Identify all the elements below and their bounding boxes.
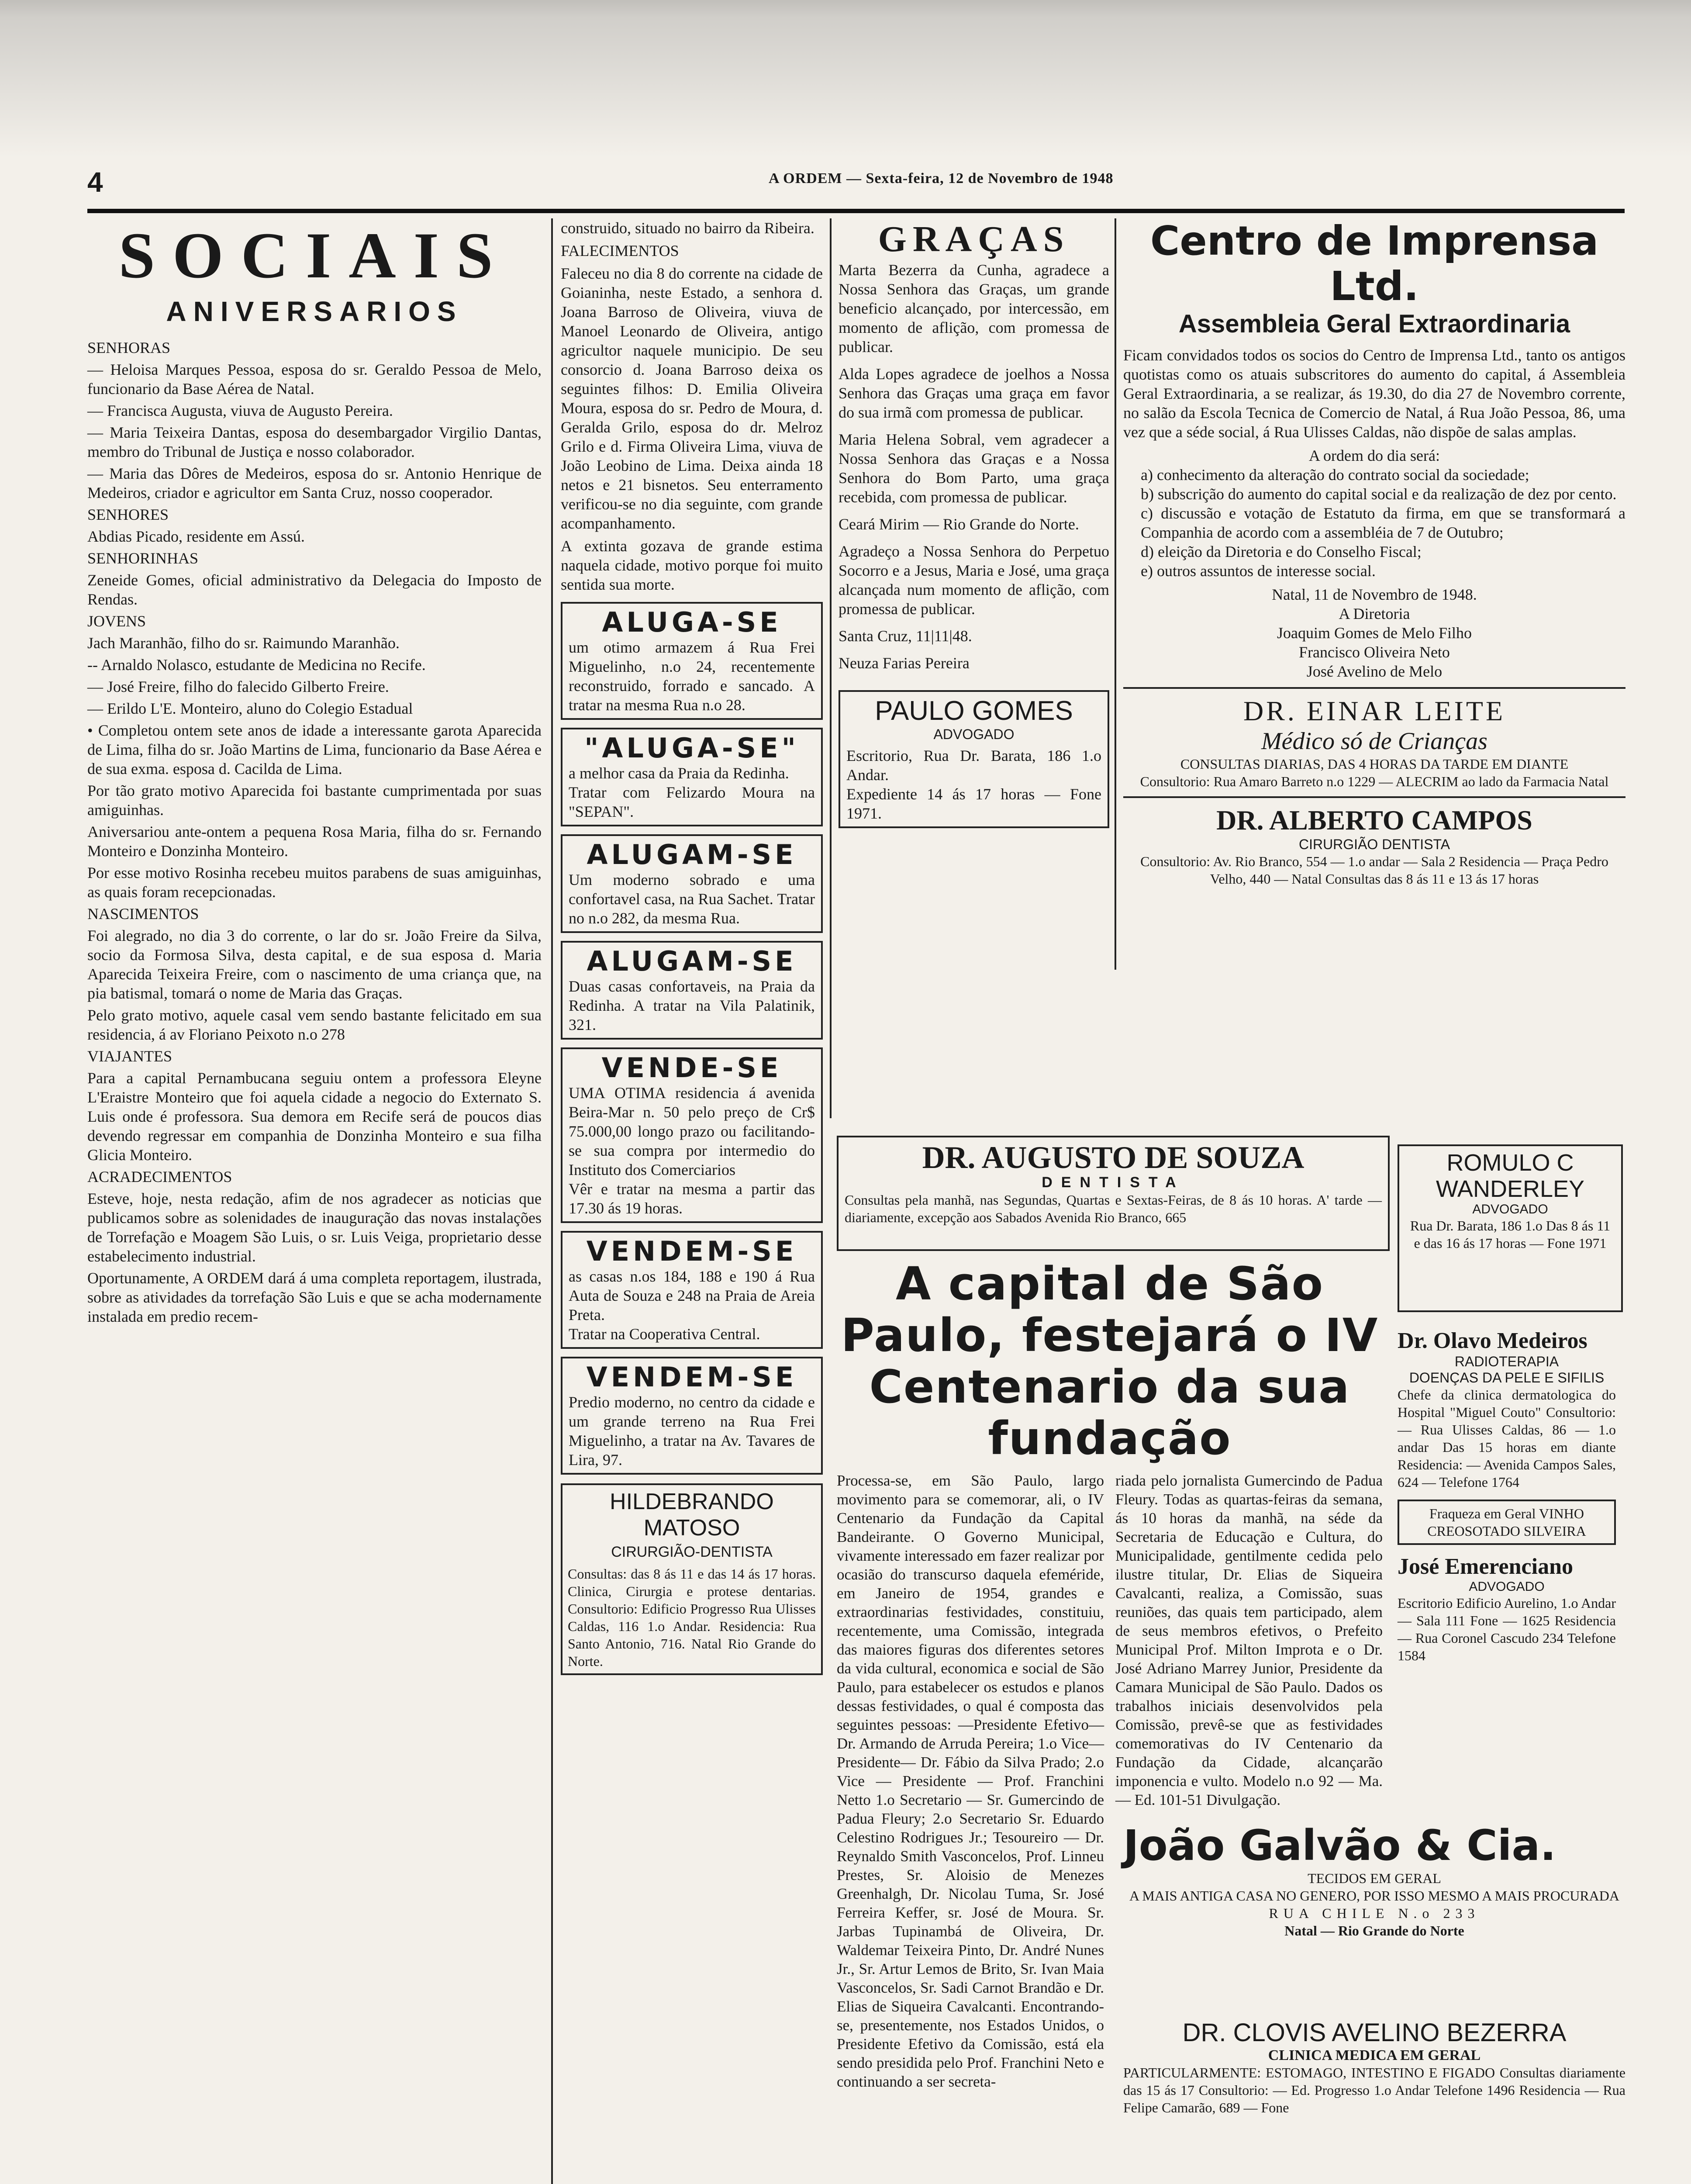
sociais-item: Esteve, hoje, nesta redação, afim de nos agradecer as noticias que publicamos sobre as solenidades de inauguração das novas instalações de Torrefação e Moagem São Luis, o sr. Luis Veiga, proprietario desse estabelecimento industrial. <box>87 1190 542 1265</box>
emerenciano-name: José Emerenciano <box>1398 1554 1573 1579</box>
hildebrando-role: CIRURGIÃO-DENTISTA <box>611 1544 773 1560</box>
divider <box>1123 796 1625 798</box>
imprensa-text: Ficam convidados todos os socios do Centro de Imprensa Ltd., tanto os antigos quotistas como os atuais subscritores do aumento do capital, á Assembleia Geral Extraordinaria, a se realizar, ás 19.30, do dia 27 de Novembro corrente, no salão da Escola Tecnica de Comercio de Natal, á Rua João Pessoa, 86, uma vez que a séde social, á Rua Ulisses Caldas, não dispõe de salas amplas. <box>1123 346 1625 441</box>
paulo-role: ADVOGADO <box>933 726 1015 742</box>
ad-text: Um moderno sobrado e uma confortavel casa, na Rua Sachet. Tratar no n.o 282, da mesma Rua. <box>569 871 815 927</box>
column-divider <box>1115 218 1116 970</box>
alberto-ad <box>1123 804 1625 888</box>
dateline: A ORDEM — Sexta-feira, 12 de Novembro de 1948 <box>769 170 1114 187</box>
obituary-paragraph: construido, situado no bairro da Ribeira. <box>561 219 814 237</box>
column-divider <box>551 218 553 2184</box>
sao-paulo-headline: A capital de São Paulo, festejará o IV Centenario da sua fundação <box>841 1257 1379 1465</box>
imprensa-subtitle: Assembleia Geral Extraordinaria <box>1178 310 1570 338</box>
ad-title: ALUGAM-SE <box>587 945 797 977</box>
sociais-item: • Completou ontem sete anos de idade a interessante garota Aparecida de Lima, filha do sr. João Martins de Lima, funcionario da Base Aérea e de sua exma. esposa d. Cacilda de Lima. <box>87 722 542 778</box>
aniversarios-heading: ANIVERSARIOS <box>166 296 463 327</box>
sao-paulo-col1: Processa-se, em São Paulo, largo movimento para se comemorar, ali, o IV Centenario da Fundação da Capital Bandeirante. O Governo Municipal, vivamente interessado em fazer realizar por ocasião do transcurso daquela efeméride, em Janeiro de 1954, grandes e extraordinarias festividades, constituiu, recentemente, uma Comissão, integrada das maiores figuras dos diferentes setores da vida cultural, economica e social de São Paulo, para estabelecer os estudos e planos dessas festividades, o qual é composta das seguintes pessoas: —Presidente Efetivo— Dr. Armando de Arruda Pereira; 1.o Vice—Presidente— Dr. Fábio da Silva Prado; 2.o Vice — Presidente — Prof. Franchini Netto 1.o Secretario — Sr. Gumercindo de Padua Fleury; 2.o Secretario Sr. Eduardo Celestino Rodrigues Jr.; Tesoureiro — Dr. Reynaldo Smith Vasconcelos, Prof. Linneu Prestes, Sr. Aloisio de Menezes Greenhalgh, Dr. Nicolau Tuma, Sr. José Ferreira Keffer, sr. José de Moura. Sr. Jarbas Tupinambá de Oliveira, Dr. Waldemar Teixeira Pinto, Dr. André Nunes Jr., Sr. Artur Lemos de Brito, Sr. Ivan Maia Vasconcelos, Sr. Sadi Carnot Brandão e Dr. Elias de Siqueira Cavalcanti. Encontrando-se, presentemente, nos Estados Unidos, o Presidente Efetivo da Comissão, está ela sendo presidida pelo Prof. Franchini Neto e continuando a ser secreta- <box>837 1472 1104 2090</box>
signer: A Diretoria <box>1339 605 1410 622</box>
augusto-text: Consultas pela manhã, nas Segundas, Quartas e Sextas-Feiras, de 8 ás 10 horas. A' tarde — diariamente, excepção aos Sabados Avenida Rio Branco, 665 <box>845 1192 1382 1225</box>
sociais-item: SENHORINHAS <box>87 549 199 567</box>
ad-title: VENDE-SE <box>601 1052 782 1084</box>
gracas-item: Neuza Farias Pereira <box>839 654 970 672</box>
sociais-items <box>87 338 542 1326</box>
sociais-item: — Heloisa Marques Pessoa, esposa do sr. Geraldo Pessoa de Melo, funcionario da Base Aérea de Natal. <box>87 361 542 397</box>
ad-text: Vêr e tratar na mesma a partir das 17.30 ás 19 horas. <box>569 1180 815 1217</box>
emerenciano-role: ADVOGADO <box>1469 1579 1545 1594</box>
column-classifieds <box>561 218 823 2184</box>
ad-title: VENDEM-SE <box>586 1235 797 1267</box>
sociais-item: -- Arnaldo Nolasco, estudante de Medicina no Recife. <box>87 656 426 674</box>
einar-text: CONSULTAS DIARIAS, DAS 4 HORAS DA TARDE EM DIANTE <box>1180 756 1569 772</box>
galvao-ad <box>1123 1821 1625 1961</box>
sociais-item: — Francisca Augusta, viuva de Augusto Pereira. <box>87 402 393 419</box>
gracas-items <box>839 260 1109 673</box>
sociais-item: Por tão grato motivo Aparecida foi bastante cumprimentada por suas amiguinhas. <box>87 782 542 819</box>
romulo-text: Rua Dr. Barata, 186 1.o Das 8 ás 11 e das 16 ás 17 horas — Fone 1971 <box>1410 1218 1611 1251</box>
hildebrando-name: HILDEBRANDO MATOSO <box>610 1489 774 1541</box>
ad-text: Predio moderno, no centro da cidade e um grande terreno na Rua Frei Miguelinho, a tratar na Av. Tavares de Lira, 97. <box>569 1393 815 1469</box>
galvao-text2: A MAIS ANTIGA CASA NO GENERO, POR ISSO MESMO A MAIS PROCURADA <box>1129 1888 1619 1904</box>
signer: Francisco Oliveira Neto <box>1299 643 1450 661</box>
sao-paulo-col2: riada pelo jornalista Gumercindo de Padua Fleury. Todas as quartas-feiras da semana, ás 10 horas da manhã, na séde da Secretaria de Educação e Cultura, do Municipalidade, gentilmente cedida pelo ilustre titular, Dr. Elias de Siqueira Cavalcanti, realiza, a Comissão, suas reuniões, das quais tem participado, alem de seus membros efetivos, o Prefeito Municipal Prof. Milton Improta e o Dr. José Adriano Marrey Junior, Presidente da Camara Municipal de São Paulo. Dados os trabalhos iniciais desenvolvidos pela Comissão, prevê-se que as festividades comemorativas do IV Centenario da Fundação da Cidade, alcançarão imponencia e vulto. Modelo n.o 92 — Ma. — Ed. 101-51 Divulgação. <box>1115 1472 1383 1808</box>
sociais-item: JOVENS <box>87 612 146 630</box>
ad-text: Tratar na Cooperativa Central. <box>569 1325 760 1343</box>
classified-ads <box>561 602 823 1475</box>
emerenciano-ad <box>1398 1554 1616 1664</box>
olavo-role: RADIOTERAPIA <box>1454 1354 1559 1369</box>
einar-role: Médico só de Crianças <box>1261 728 1487 755</box>
gracas-item: Marta Bezerra da Cunha, agradece a Nossa Senhora das Graças, um grande beneficio alcançado, por intercessão, em momento de aflição, com promessa de publicar. <box>839 261 1109 356</box>
sociais-item: Jach Maranhão, filho do sr. Raimundo Maranhão. <box>87 634 400 652</box>
sociais-item: Por esse motivo Rosinha recebeu muitos parabens de suas amiguinhas, as quais foram recepcionadas. <box>87 864 542 901</box>
sociais-item: — José Freire, filho do falecido Gilberto Freire. <box>87 678 389 695</box>
gracas-title: GRAÇAS <box>878 219 1070 259</box>
clovis-name: DR. CLOVIS AVELINO BEZERRA <box>1182 2018 1567 2047</box>
classified-ad <box>561 1357 823 1475</box>
alberto-text: Consultorio: Av. Rio Branco, 554 — 1.o andar — Sala 2 Residencia — Praça Pedro Velho, 440 — Natal Consultas das 8 ás 11 e 13 ás 17 horas <box>1140 854 1608 887</box>
sociais-item: Pelo grato motivo, aquele casal vem sendo bastante felicitado em sua residencia, á av Floriano Peixoto n.o 278 <box>87 1006 542 1043</box>
sociais-item: Para a capital Pernambucana seguiu ontem a professora Eleyne L'Eraistre Monteiro que foi aquela cidade a negocio do Externato S. Luis onde é professora. Sua demora em Recife será de poucos dias devendo regressar em companhia de Donzinha Monteiro e sua filha Glicia Monteiro. <box>87 1069 542 1164</box>
classified-ad <box>561 602 823 720</box>
sociais-item: Oportunamente, A ORDEM dará á uma completa reportagem, ilustrada, sobre as atividades da torrefação São Luis e que se acha modernamente instalada em predio recem- <box>87 1269 542 1325</box>
romulo-role: ADVOGADO <box>1472 1202 1548 1216</box>
sociais-item: Foi alegrado, no dia 3 do corrente, o lar do sr. João Freire da Silva, socio da Formosa Silva, desta capital, e de sua esposa d. Maria Aparecida Teixeira Freire, com o nascimento de uma criança que, na pia batismal, tomará o nome de Maria das Graças. <box>87 927 542 1002</box>
sociais-title: SOCIAIS <box>118 219 511 292</box>
hildebrando-text: Consultas: das 8 ás 11 e das 14 ás 17 horas. Clinica, Cirurgia e protese dentarias. Consultorio: Edificio Progresso Rua Ulisses Caldas, 116 1.o Andar. Residencia: Rua Santo Antonio, 716. Natal Rio Grande do Norte. <box>568 1566 816 1669</box>
ad-text: UMA OTIMA residencia á avenida Beira-Mar n. 50 pelo preço de Cr$ 75.000,00 longo prazo ou facilitando-se sua compra por intermedio do Instituto dos Comerciarios <box>569 1084 815 1178</box>
ad-text: as casas n.os 184, 188 e 190 á Rua Auta de Souza e 248 na Praia de Areia Preta. <box>569 1268 815 1324</box>
gracas-item: Maria Helena Sobral, vem agradecer a Nossa Senhora das Graças e a Nossa Senhora do Bom Parto, uma graça recebida, com promessa de publicar. <box>839 431 1109 506</box>
hildebrando-ad <box>561 1483 823 1675</box>
galvao-text4: Natal — Rio Grande do Norte <box>1284 1923 1464 1939</box>
olavo-text: Chefe da clinica dermatologica do Hospital "Miguel Couto" Consultorio: — Rua Ulisses Caldas, 86 — 1.o andar Das 15 horas em diante Residencia: — Avenida Campos Sales, 624 — Telefone 1764 <box>1398 1387 1616 1490</box>
gracas-item: Alda Lopes agradece de joelhos a Nossa Senhora das Graças uma graça em favor do sua irmã com promessa de publicar. <box>839 365 1109 421</box>
sociais-item: — Erildo L'E. Monteiro, aluno do Colegio Estadual <box>87 700 413 717</box>
sociais-item: VIAJANTES <box>87 1047 172 1065</box>
page-header <box>87 166 1625 214</box>
classified-ad <box>561 1047 823 1223</box>
classified-ad <box>561 834 823 933</box>
page-number: 4 <box>87 166 103 198</box>
clovis-role: CLINICA MEDICA EM GERAL <box>1268 2047 1481 2063</box>
agenda-item: c) discussão e votação de Estatuto da firma, em que se transformará a Companhia de acordo com a assembléia de 7 de Outubro; <box>1141 505 1625 541</box>
imprensa-date: Natal, 11 de Novembro de 1948. <box>1272 586 1477 603</box>
gracas-item: Santa Cruz, 11|11|48. <box>839 627 972 645</box>
imprensa-ordem: A ordem do dia será: <box>1309 447 1440 464</box>
einar-ad <box>1123 695 1625 790</box>
agenda-item: a) conhecimento da alteração do contrato social da sociedade; <box>1141 466 1529 484</box>
vinho-text: Fraqueza em Geral VINHO CREOSOTADO SILVEIRA <box>1427 1506 1586 1539</box>
ad-title: ALUGAM-SE <box>587 839 797 871</box>
sociais-item: SENHORAS <box>87 339 171 356</box>
ad-title: VENDEM-SE <box>586 1361 797 1393</box>
clovis-ad <box>1123 2018 1625 2184</box>
obituary-paragraph: Faleceu no dia 8 do corrente na cidade de Goianinha, neste Estado, a senhora d. Joana Barroso de Oliveira, viuva de Manoel Leonardo de Oliveira, antigo agricultor naquele municipio. De seu consorcio d. Joana Barroso deixa os seguintes filhos: D. Emilia Oliveira Moura, esposa do sr. Pedro de Moura, d. Geralda Grilo, esposa do dr. Melroz Grilo e d. Firma Oliveira Lima, viuva de João Leobino de Lima. Deixa ainda 18 netos e 21 bisnetos. Seu enterramento verificou-se no dia seguinte, com grande acompanhamento. <box>561 265 823 532</box>
olavo-name: Dr. Olavo Medeiros <box>1398 1328 1587 1353</box>
header-rule <box>87 209 1625 213</box>
divider <box>1123 687 1625 689</box>
einar-name: DR. EINAR LEITE <box>1243 695 1506 726</box>
signer: Joaquim Gomes de Melo Filho <box>1277 624 1472 642</box>
emerenciano-text: Escritorio Edificio Aurelino, 1.o Andar — Sala 111 Fone — 1625 Residencia — Rua Coronel Cascudo 234 Telefone 1584 <box>1398 1595 1616 1663</box>
gracas-item: Agradeço a Nossa Senhora do Perpetuo Socorro e a Jesus, Maria e José, uma graça alcançada num momento de aflição, com promessa de publicar. <box>839 543 1109 618</box>
olavo-ad <box>1398 1328 1616 1491</box>
falecimentos <box>561 218 823 594</box>
sociais-item: ACRADECIMENTOS <box>87 1168 232 1185</box>
augusto-role: DENTISTA <box>1042 1174 1185 1191</box>
right-ads <box>1398 1328 1616 1817</box>
classified-ad <box>561 728 823 826</box>
olavo-sub: DOENÇAS DA PELE E SIFILIS <box>1409 1370 1605 1386</box>
paulo-text2: Expediente 14 ás 17 horas — Fone 1971. <box>846 785 1101 822</box>
romulo-ad <box>1398 1144 1623 1312</box>
ad-text: a melhor casa da Praia da Redinha. <box>569 764 789 782</box>
column-imprensa <box>1123 218 1625 961</box>
sociais-item: — Maria das Dôres de Medeiros, esposa do sr. Antonio Henrique de Medeiros, criador e agricultor em Santa Cruz, nosso cooperador. <box>87 465 542 501</box>
sociais-item: NASCIMENTOS <box>87 905 199 923</box>
sociais-item: — Maria Teixeira Dantas, esposa do desembargador Virgilio Dantas, membro do Tribunal de Justiça e nosso colaborador. <box>87 424 542 460</box>
clovis-text: PARTICULARMENTE: ESTOMAGO, INTESTINO E FIGADO Consultas diariamente das 15 ás 17 Consultorio: — Ed. Progresso 1.o Andar Telefone 1496 Residencia — Rua Felipe Camarão, 689 — Fone <box>1123 2065 1625 2115</box>
galvao-text3: RUA CHILE N.o 233 <box>1269 1905 1480 1921</box>
imprensa-signers <box>1123 604 1625 681</box>
paulo-name: PAULO GOMES <box>875 696 1073 726</box>
paulo-gomes-ad <box>839 690 1109 828</box>
column-gracas <box>839 218 1109 1127</box>
ad-title: "ALUGA-SE" <box>584 732 799 764</box>
vinho-ad <box>1398 1500 1616 1545</box>
augusto-name: DR. AUGUSTO DE SOUZA <box>922 1140 1304 1175</box>
galvao-name: João Galvão & Cia. <box>1123 1821 1556 1870</box>
agenda-item: b) subscrição do aumento do capital social e da realização de dez por cento. <box>1141 485 1617 503</box>
classified-ad <box>561 941 823 1040</box>
ad-title: ALUGA-SE <box>602 606 782 638</box>
gracas-item: Ceará Mirim — Rio Grande do Norte. <box>839 515 1079 533</box>
alberto-name: DR. ALBERTO CAMPOS <box>1216 805 1532 836</box>
augusto-ad <box>837 1136 1390 1251</box>
sociais-item: Aniversariou ante-ontem a pequena Rosa Maria, filha do sr. Fernando Monteiro e Donzinha Monteiro. <box>87 823 542 860</box>
agenda-item: e) outros assuntos de interesse social. <box>1141 562 1376 580</box>
agenda-item: d) eleição da Diretoria e do Conselho Fiscal; <box>1141 543 1422 560</box>
paulo-text: Escritorio, Rua Dr. Barata, 186 1.o Andar. <box>846 747 1101 784</box>
imprensa-agenda <box>1123 465 1625 581</box>
ad-text: um otimo armazem á Rua Frei Miguelinho, n.o 24, recentemente reconstruido, forrado e sancado. A tratar na mesma Rua n.o 28. <box>569 639 815 714</box>
obituary-paragraph: FALECIMENTOS <box>561 242 679 259</box>
sociais-item: SENHORES <box>87 506 169 523</box>
alberto-role: CIRURGIÃO DENTISTA <box>1298 836 1450 852</box>
signer: José Avelino de Melo <box>1306 663 1443 680</box>
imprensa-title: Centro de Imprensa Ltd. <box>1150 218 1599 310</box>
scan-edge-shadow <box>0 0 1691 157</box>
obituary-paragraph: A extinta gozava de grande estima naquela cidade, motivo porque foi muito sentida sua morte. <box>561 537 823 593</box>
sociais-item: Abdias Picado, residente em Assú. <box>87 528 305 545</box>
column-divider <box>830 218 832 1118</box>
ad-text: Duas casas confortaveis, na Praia da Redinha. A tratar na Vila Palatinik, 321. <box>569 978 815 1033</box>
classified-ad <box>561 1231 823 1349</box>
romulo-name: ROMULO C WANDERLEY <box>1436 1150 1585 1202</box>
einar-text2: Consultorio: Rua Amaro Barreto n.o 1229 — ALECRIM ao lado da Farmacia Natal <box>1140 774 1609 789</box>
galvao-text: TECIDOS EM GERAL <box>1308 1870 1441 1886</box>
column-sociais <box>87 218 542 2184</box>
ad-text: Tratar com Felizardo Moura na "SEPAN". <box>569 784 815 820</box>
sociais-item: Zeneide Gomes, oficial administrativo da Delegacia do Imposto de Rendas. <box>87 571 542 608</box>
